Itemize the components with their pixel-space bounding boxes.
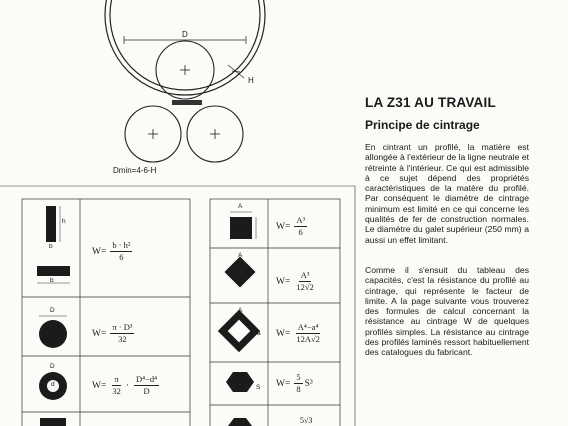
formula-circle: W= $\frac{\text{π · D³}}{32}$ bbox=[92, 322, 133, 344]
diameter-label: D bbox=[182, 30, 188, 39]
dim-A: A bbox=[238, 203, 243, 210]
paragraph-2: Comme il s'ensuit du tableau des capacités, c'est la résistance du profilé au cintrage, qui représente le facteur de limite. A la page suivante vous trouverez des formules de calcul concernant la résistance au cintrage W de quelques profilés simples. La résistance au cintrage des profilés laminés ressort habituellement des catalogues du fabricant. bbox=[365, 265, 529, 358]
dim-A-2: A bbox=[238, 252, 243, 259]
formula-diamond: W= $\frac{\text{A³}}{12√2}$ bbox=[276, 270, 314, 292]
formula-rectangle: W= $\frac{\text{b · h²}}{6}$ bbox=[92, 240, 131, 262]
dim-D: D bbox=[50, 307, 55, 314]
dim-b: b bbox=[49, 243, 53, 250]
dim-S: S bbox=[256, 384, 261, 391]
dim-d: d bbox=[51, 381, 55, 388]
paragraph-1: En cintrant un profilé, la matière est allongée à l'extérieur de la ligne neutrale et rétreinte à l'intérieur. Ce qui est admissible à ce sujet dépend des propriétés caractéristiques de la matère du profilé. Par conséquent le diamètre de cintrage minimum est limité en ce qui concerne les qualités de fer de construction normales. Le diamètre du galet supérieur (250 mm) a aussi un effet limitant. bbox=[365, 142, 529, 245]
formula-square: W= $\frac{\text{A³}}{6}$ bbox=[276, 215, 306, 237]
section-subheading: Principe de cintrage bbox=[365, 118, 480, 132]
formula-tube: W= $\frac{\pi}{32}$ · $\frac{\text{D⁴−d⁴}}{D}$ bbox=[92, 374, 158, 396]
dim-D-2: D bbox=[50, 363, 55, 370]
height-label: H bbox=[248, 76, 254, 85]
formula-partial: 5√3 bbox=[300, 416, 313, 425]
formula-hexagon: W= $\frac{5}{8}$ S³ bbox=[276, 372, 313, 394]
dim-A-3: A bbox=[238, 307, 243, 314]
dim-a: a bbox=[257, 330, 261, 337]
dmin-formula: Dmin=4-6-H bbox=[113, 166, 157, 175]
formula-hollow-diamond: W= $\frac{\text{A⁴−a⁴}}{12A√2}$ bbox=[276, 322, 320, 344]
dim-b-2: b bbox=[50, 277, 54, 284]
dim-h: h bbox=[62, 218, 66, 225]
page-heading: LA Z31 AU TRAVAIL bbox=[365, 95, 496, 110]
